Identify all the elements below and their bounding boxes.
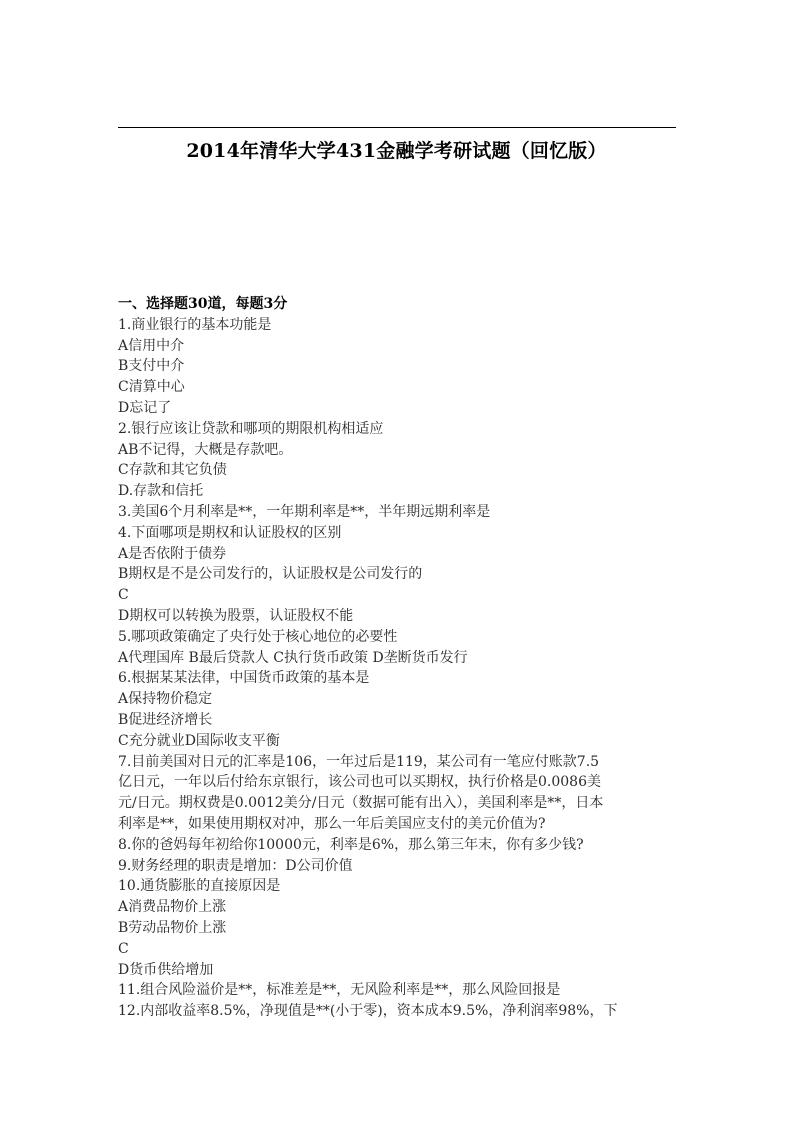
text-line: 利率是**，如果使用期权对冲，那么一年后美国应支付的美元价值为?: [118, 815, 546, 832]
text-line: 12.内部收益率8.5%，净现值是**(小于零)，资本成本9.5%，净利润率98%，下: [118, 1003, 618, 1020]
document-title: 2014年清华大学431金融学考研试题（回忆版）: [186, 140, 607, 162]
text-line: D.存款和信托: [118, 483, 204, 500]
text-line: C清算中心: [118, 379, 185, 396]
document-body: [118, 294, 678, 1022]
text-line: 6.根据某某法律，中国货币政策的基本是: [118, 670, 370, 687]
text-line: C: [118, 587, 129, 604]
text-line: A消费品物价上涨: [118, 899, 227, 916]
text-line: D期权可以转换为股票，认证股权不能: [118, 607, 354, 624]
text-line: 3.美国6个月利率是**，一年期利率是**，半年期远期利率是: [118, 503, 491, 520]
text-line: 1.商业银行的基本功能是: [118, 316, 272, 333]
text-line: 2.银行应该让贷款和哪项的期限机构相适应: [118, 420, 384, 437]
text-line: C充分就业D国际收支平衡: [118, 732, 280, 749]
section-heading: 一、选择题30道，每题3分: [118, 296, 288, 312]
text-line: AB不记得，大概是存款吧。: [118, 441, 293, 458]
text-line: 元/日元。期权费是0.0012美分/日元（数据可能有出入），美国利率是**，日本: [118, 795, 604, 812]
text-line: 8.你的爸妈每年初给你10000元，利率是6%，那么第三年末，你有多少钱?: [118, 836, 584, 853]
text-line: 10.通货膨胀的直接原因是: [118, 878, 281, 895]
header-rule: [118, 127, 676, 128]
text-line: 4.下面哪项是期权和认证股权的区别: [118, 524, 342, 541]
text-line: B期权是不是公司发行的，认证股权是公司发行的: [118, 566, 423, 583]
text-line: D忘记了: [118, 399, 172, 416]
text-line: B支付中介: [118, 358, 185, 375]
text-line: 9.财务经理的职责是增加：D公司价值: [118, 857, 353, 874]
text-line: A是否依附于债券: [118, 545, 227, 562]
text-line: A信用中介: [118, 337, 185, 354]
text-line: 亿日元，一年以后付给东京银行，该公司也可以买期权，执行价格是0.0086美: [118, 774, 601, 791]
text-line: 7.目前美国对日元的汇率是106，一年过后是119，某公司有一笔应付账款7.5: [118, 753, 600, 770]
text-line: C存款和其它负债: [118, 462, 227, 479]
text-line: B促进经济增长: [118, 711, 213, 728]
text-line: A保持物价稳定: [118, 691, 213, 708]
text-line: B劳动品物价上涨: [118, 919, 227, 936]
text-line: 5.哪项政策确定了央行处于核心地位的必要性: [118, 628, 398, 645]
text-line: 11.组合风险溢价是**，标准差是**，无风险利率是**，那么风险回报是: [118, 982, 561, 999]
text-line: A代理国库 B最后贷款人 C执行货币政策 D垄断货币发行: [118, 649, 468, 666]
text-line: C: [118, 940, 129, 957]
text-line: D货币供给增加: [118, 961, 214, 978]
